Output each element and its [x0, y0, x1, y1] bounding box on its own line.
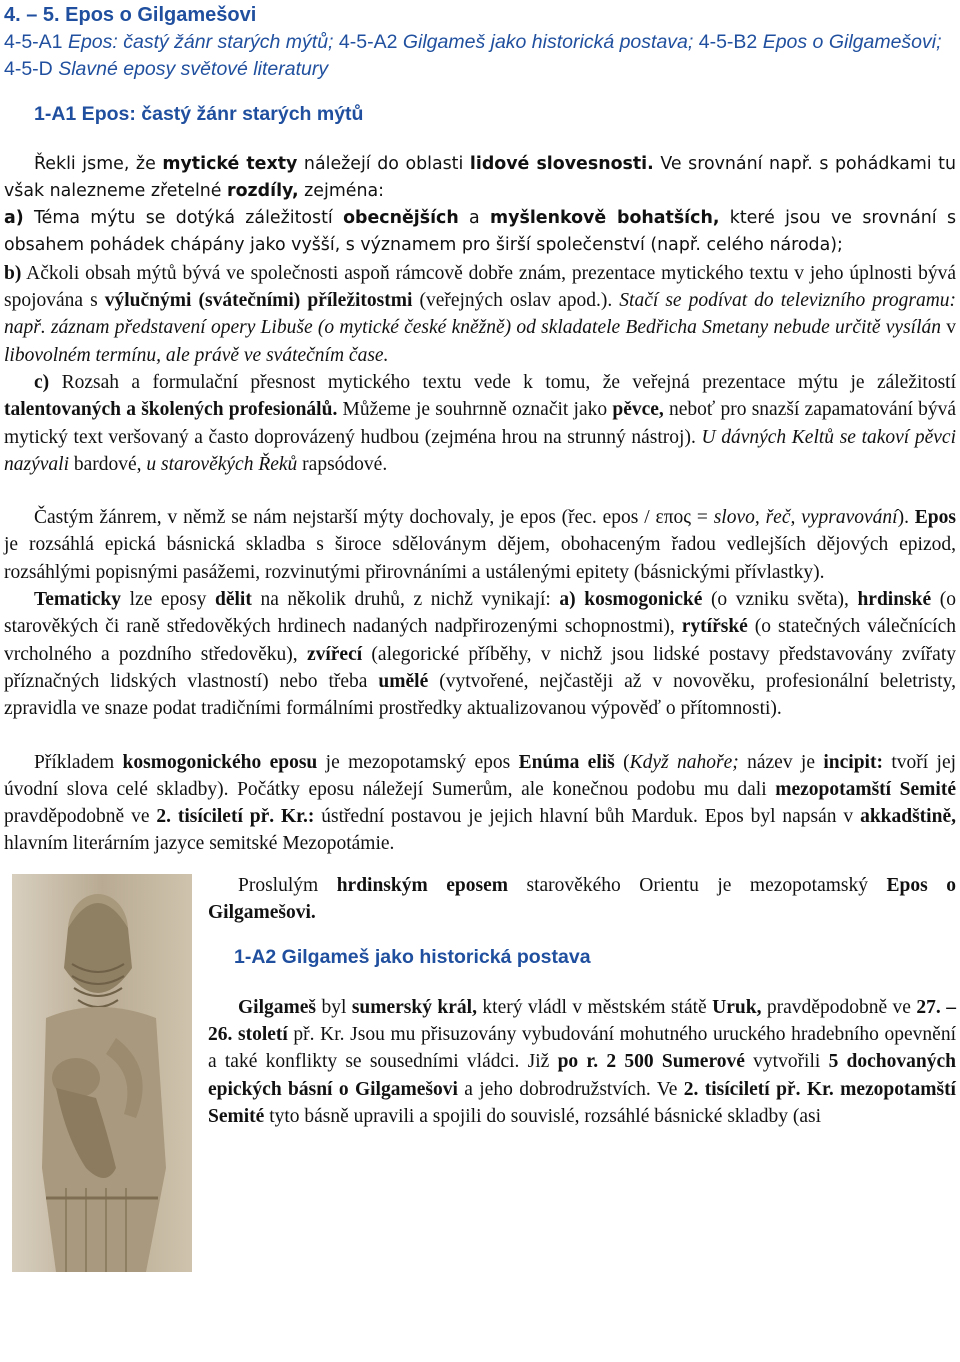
- subtitle-text-a2: Gilgameš jako historická postava;: [402, 31, 694, 54]
- subtitle-code-a1: 4-5-A1: [4, 31, 63, 54]
- text: (o statečných válečnících vrcholného a pozdního středověku),: [4, 616, 956, 665]
- text-bold: obecnějších: [343, 208, 459, 229]
- text-italic: u starověkých Řeků: [146, 453, 298, 475]
- gilgamesh-relief-image: [6, 868, 198, 1278]
- text: náležejí do oblasti: [297, 153, 470, 174]
- text-bold: talentovaných a školených profesionálů.: [4, 399, 338, 421]
- text: název je: [738, 751, 824, 773]
- text: je mezopotamský epos: [317, 751, 519, 773]
- text-bold: po r. 2 500 Sumerové: [557, 1051, 745, 1073]
- text: bardové,: [68, 453, 147, 475]
- text: který vládl v městském státě: [476, 996, 713, 1018]
- text: ústřední postavou je jejich hlavní bůh Marduk. Epos byl napsán v: [314, 806, 861, 828]
- page-title: 4. – 5. Epos o Gilgamešovi: [4, 4, 257, 26]
- subtitle-code-d: 4-5-D: [4, 58, 53, 81]
- text-bold: 27. – 26. století: [208, 996, 956, 1045]
- text: Můžeme je souhrnně označit jako: [337, 399, 613, 421]
- text: (alegorické příběhy, v nichž jsou lidské postavy představovány zvířaty příznačných lidských vlastností) nebo třeba: [4, 643, 956, 692]
- text: hlavním literárním jazyce semitské Mezopotámie.: [4, 833, 395, 855]
- text-bold: 2. tisíciletí př. Kr.:: [156, 806, 315, 828]
- paragraph-b: [4, 260, 956, 369]
- gilgamesh-relief-statue-icon: [6, 868, 198, 1278]
- text: Proslulým: [238, 874, 337, 896]
- text-bold: rytířské: [681, 616, 748, 638]
- text: neboť pro snazší zapamatování bývá mytický text veršovaný a často doprovázený hudbou (zejména hrou na strunný nástroj).: [4, 399, 957, 448]
- text: Ve srovnání např. s pohádkami tu však nalezneme zřetelné: [4, 153, 957, 201]
- subtitle-text-a1: Epos: častý žánr starých mýtů;: [67, 31, 334, 54]
- text: lze eposy: [121, 589, 216, 611]
- text-bold: Epos: [914, 507, 956, 529]
- text: (veřejných oslav apod.).: [412, 290, 620, 312]
- text-bold: mezopotamští Semité: [775, 778, 956, 800]
- text-italic: slovo, řeč, vypravování: [713, 507, 898, 529]
- paragraph-intro: [4, 151, 956, 206]
- text-bold: hrdinským eposem: [336, 874, 508, 896]
- text-italic: Stačí se podívat do televizního programu: např. záznam představení opery Libuše (o mytické české kněžně) od skladatele Bedřicha Smetany nebude určitě vysílán: [4, 290, 957, 339]
- text: na několik druhů, z nichž vynikají:: [251, 589, 560, 611]
- text: Téma mýtu se dotýká záležitostí: [23, 208, 344, 229]
- paragraph-enuma-elis-intro: [4, 749, 956, 858]
- text-bold: zvířecí: [306, 643, 363, 665]
- text: Řekli jsme, že: [34, 153, 163, 174]
- text-bold: Enúma eliš: [518, 751, 615, 773]
- paragraph-types: [4, 586, 956, 722]
- text-bold: umělé: [378, 670, 429, 692]
- list-label: a): [4, 208, 24, 229]
- text: Rozsah a formulační přesnost mytického textu vede k tomu, že veřejná prezentace mýtu je záležitostí: [49, 371, 956, 393]
- document-page: [0, 2, 960, 1362]
- text-bold: incipit:: [823, 751, 883, 773]
- text-bold: Tematicky: [34, 589, 122, 611]
- text: (: [614, 751, 630, 773]
- text: Příkladem: [34, 751, 123, 773]
- text: tyto básně upravili a spojili do souvislé, rozsáhlé básnické skladby (asi: [264, 1105, 822, 1127]
- text-bold: mytické texty: [162, 153, 298, 174]
- subtitle-text-d: Slavné eposy světové literatury: [58, 58, 329, 81]
- text: a: [458, 208, 491, 229]
- text-bold: 5 dochovaných epických básní o Gilgamešovi: [208, 1051, 956, 1100]
- text: Ačkoli obsah mýtů bývá ve společnosti aspoň rámcově dobře znám, prezentace mytického textu v jeho úplnosti bývá spojována s: [4, 262, 956, 312]
- paragraph-a: [4, 205, 956, 260]
- text: a jeho dobrodružstvích. Ve: [457, 1078, 684, 1100]
- text: zejména:: [298, 180, 385, 201]
- section-a1-title: 1-A1 Epos: častý žánr starých mýtů: [34, 103, 364, 126]
- text: vytvořili: [744, 1051, 829, 1073]
- section-a2-title: 1-A2 Gilgameš jako historická postava: [234, 946, 591, 969]
- text-bold: rozdíly,: [227, 180, 299, 201]
- subtitle-code-a2: 4-5-A2: [338, 31, 398, 54]
- text-bold: Uruk,: [712, 996, 762, 1018]
- text: které jsou ve srovnání s obsahem pohádek chápány jako vyšší, s významem pro širší společenství (např. celého národa);: [4, 208, 957, 256]
- text: je rozsáhlá epická básnická skladba s široce sděloványm dějem, obohaceným řadou vedlejších dějových epizod, rozsáhlými popisnými pasážemi, rozvinutými přirovnáními a ustálenými epitety (básnickými přívlastky).: [4, 534, 956, 583]
- text-bold: a) kosmogonické: [559, 589, 703, 611]
- text: rapsódové.: [297, 453, 388, 475]
- text: (vytvořené, nejčastěji až v novověku, profesionální beletristy, zpravidla ve snaze podat tradičními formálními prostředky aktualizovanou výpověď o přítomnosti).: [4, 670, 956, 720]
- text-italic: libovolném termínu, ale právě ve svátečním čase.: [4, 344, 389, 366]
- text: (o vzniku světa),: [702, 589, 858, 611]
- text: starověkého Orientu je mezopotamský: [508, 874, 887, 896]
- list-label: c): [34, 371, 50, 393]
- list-label: b): [4, 262, 22, 284]
- text: pravděpodobně ve: [4, 806, 157, 828]
- text: v: [946, 317, 956, 339]
- text-bold: Epos o Gilgamešovi.: [208, 874, 956, 924]
- text: př. Kr. Jsou mu přisuzovány vybudování mohutného uruckého hradebního opevnění a také konflikty se sousedními vládci. Již: [208, 1023, 956, 1073]
- text-bold: akkadštině,: [860, 806, 956, 828]
- subtitle-text-b2: Epos o Gilgamešovi;: [762, 31, 942, 54]
- paragraph-c: [4, 369, 956, 478]
- subtitle: [4, 29, 956, 83]
- paragraph-epos: [4, 504, 956, 586]
- text: (o starověkých či raně středověkých hrdinech nadaných nadpřirozenými schopnostmi),: [4, 589, 956, 638]
- text-bold: 2. tisíciletí př. Kr. mezopotamští Semité: [208, 1078, 956, 1127]
- text-bold: kosmogonického eposu: [122, 751, 318, 773]
- text: byl: [316, 996, 352, 1018]
- text-italic: Když nahoře;: [629, 751, 739, 773]
- text-bold: lidové slovesnosti.: [469, 153, 654, 174]
- text: Častým žánrem, v němž se nám nejstarší mýty dochovaly, je epos (řec. epos / επος =: [34, 507, 714, 529]
- text: tvoří jej úvodní slova celé skladby). Počátky eposu náležejí Sumerům, ale konečnou podobu mu dali: [4, 751, 957, 800]
- text-bold: výlučnými (svátečními) příležitostmi: [104, 290, 413, 312]
- text-bold: sumerský král,: [351, 996, 477, 1018]
- text: ).: [897, 507, 915, 529]
- text-bold: myšlenkově bohatších,: [490, 208, 720, 229]
- subtitle-code-b2: 4-5-B2: [698, 31, 758, 54]
- text-bold: Gilgameš: [238, 996, 316, 1018]
- text-bold: dělit: [215, 589, 252, 611]
- text: pravděpodobně ve: [761, 996, 917, 1018]
- text-bold: hrdinské: [857, 589, 932, 611]
- text-bold: pěvce,: [612, 399, 664, 421]
- text-italic: U dávných Keltů se takoví pěvci nazývali: [4, 426, 956, 475]
